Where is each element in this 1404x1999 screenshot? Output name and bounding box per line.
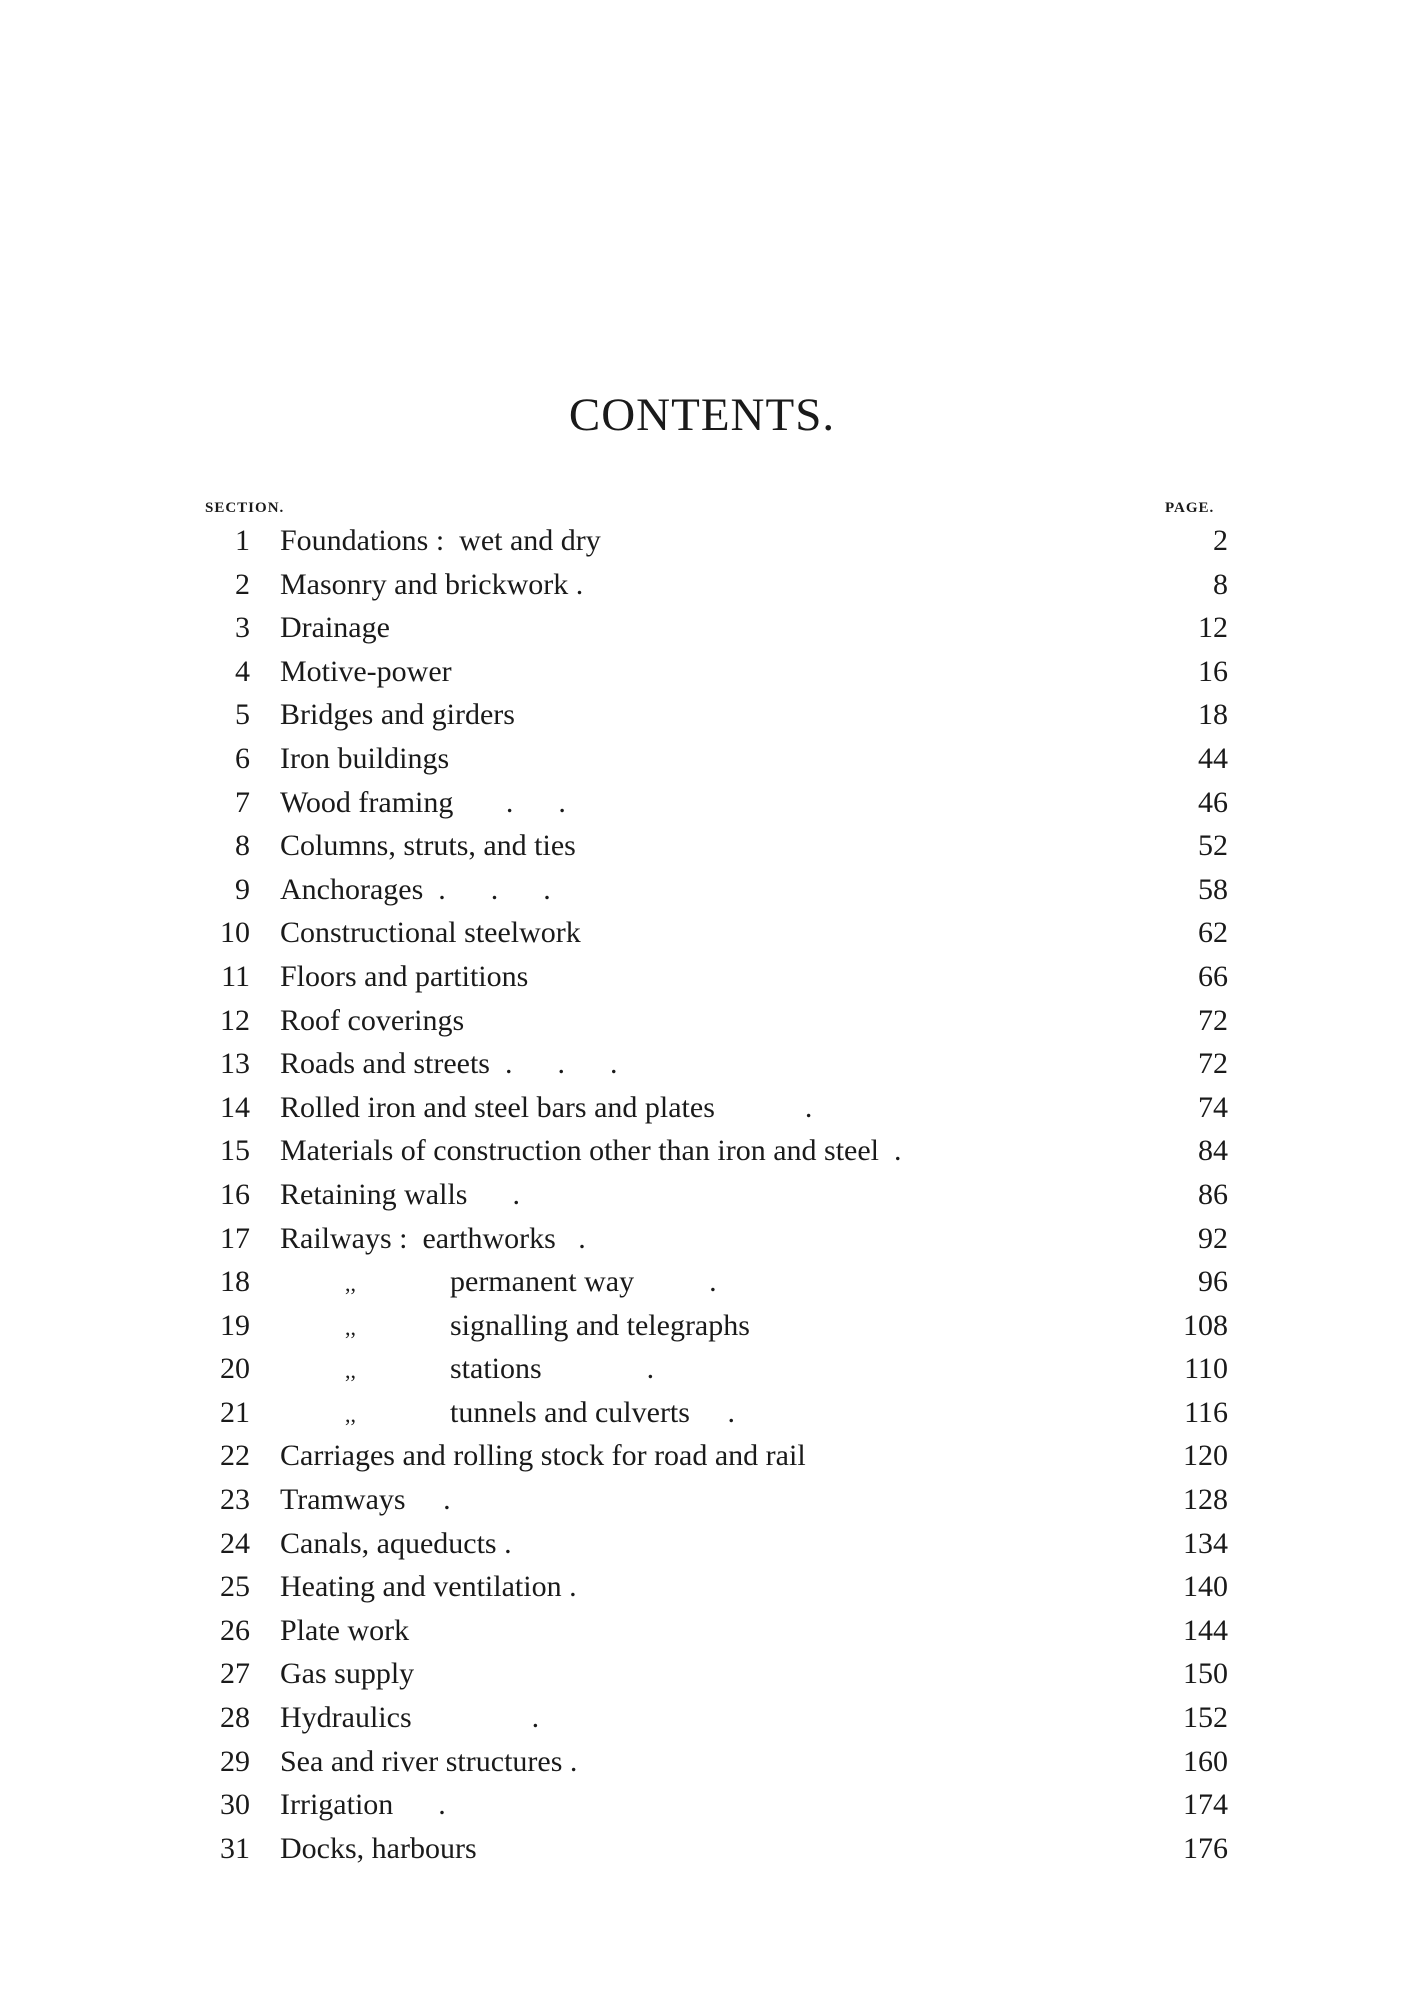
- toc-entry: [200, 562, 1240, 606]
- section-title: Foundations : wet and dry: [280, 524, 601, 557]
- section-number: 17: [220, 1221, 250, 1255]
- toc-entry: [200, 1826, 1240, 1870]
- page-number: 152: [1183, 1701, 1228, 1735]
- section-title: Floors and partitions: [280, 959, 529, 993]
- toc-entry: [200, 1085, 1240, 1129]
- section-number: 20: [220, 1352, 250, 1386]
- section-title: Bridges and girders: [280, 698, 515, 732]
- section-title: Irrigation .: [280, 1788, 446, 1822]
- toc-entry: [200, 780, 1240, 824]
- page-number: 140: [1183, 1570, 1228, 1604]
- section-number: 6: [235, 741, 250, 775]
- toc-entry: [200, 736, 1240, 780]
- toc-entry: [200, 1390, 1240, 1434]
- section-title: [345, 1303, 750, 1351]
- section-title: Rolled iron and steel bars and plates .: [280, 1090, 813, 1124]
- section-number: 8: [235, 829, 250, 863]
- page-number: 144: [1183, 1613, 1228, 1647]
- section-title: Retaining walls .: [280, 1177, 520, 1211]
- page-number: 128: [1183, 1483, 1228, 1517]
- page-number: 84: [1198, 1134, 1228, 1168]
- toc-entry: [200, 1564, 1240, 1608]
- toc-entry: [200, 692, 1240, 736]
- page-number: 108: [1183, 1308, 1228, 1342]
- section-number: 28: [220, 1701, 250, 1735]
- section-number: 7: [235, 785, 250, 819]
- page-number: 2: [1213, 524, 1228, 557]
- section-title: Docks, harbours: [280, 1831, 477, 1865]
- section-number: 18: [220, 1265, 250, 1299]
- section-title: Carriages and rolling stock for road and rail: [280, 1439, 806, 1473]
- section-number: 13: [220, 1047, 250, 1081]
- toc-entry: [200, 1521, 1240, 1565]
- section-number: 19: [220, 1308, 250, 1342]
- section-number: 4: [235, 654, 250, 688]
- toc-entry: [200, 1346, 1240, 1390]
- section-number: 16: [220, 1177, 250, 1211]
- page-number: 62: [1198, 916, 1228, 950]
- page-column-header: PAGE.: [1165, 500, 1215, 516]
- toc-entry: [200, 1782, 1240, 1826]
- page-number: 12: [1198, 611, 1228, 645]
- page-number: 96: [1198, 1265, 1228, 1299]
- page-number: 58: [1198, 872, 1228, 906]
- page-number: 72: [1198, 1003, 1228, 1037]
- page-number: 120: [1183, 1439, 1228, 1473]
- page-number: 8: [1213, 567, 1228, 601]
- toc-entry: [200, 1041, 1240, 1085]
- section-subtitle: tunnels and culverts .: [450, 1395, 735, 1429]
- section-title: Gas supply: [280, 1657, 415, 1691]
- page-title: CONTENTS.: [568, 389, 836, 441]
- toc-entry: [200, 998, 1240, 1042]
- toc-entry: [200, 1216, 1240, 1260]
- section-number: 12: [220, 1003, 250, 1037]
- page-number: 52: [1198, 829, 1228, 863]
- toc-entry: [200, 1608, 1240, 1652]
- page-number: 86: [1198, 1177, 1228, 1211]
- section-number: 5: [235, 698, 250, 732]
- section-title: Constructional steelwork: [280, 916, 581, 950]
- section-title: Sea and river structures .: [280, 1744, 578, 1778]
- section-number: 25: [220, 1570, 250, 1604]
- section-number: 30: [220, 1788, 250, 1822]
- section-title: [345, 1390, 735, 1438]
- toc-entry: [200, 1695, 1240, 1739]
- page-number: 66: [1198, 959, 1228, 993]
- section-title: Iron buildings: [280, 741, 450, 775]
- table-of-contents: [200, 518, 1240, 1869]
- page-number: 174: [1183, 1788, 1228, 1822]
- page-number: 92: [1198, 1221, 1228, 1255]
- section-title: Roof coverings: [280, 1003, 465, 1037]
- section-number: 10: [220, 916, 250, 950]
- section-title: Masonry and brickwork .: [280, 567, 584, 601]
- section-number: 11: [221, 959, 250, 993]
- section-title: Drainage: [280, 611, 390, 645]
- section-title: Columns, struts, and ties: [280, 829, 576, 863]
- toc-entry: [200, 1477, 1240, 1521]
- ditto-mark: ,,: [345, 1271, 356, 1297]
- section-number: 24: [220, 1526, 250, 1560]
- page-number: 150: [1183, 1657, 1228, 1691]
- section-title: Wood framing . .: [280, 785, 566, 819]
- section-number: 1: [235, 524, 250, 557]
- section-number: 15: [220, 1134, 250, 1168]
- toc-entry: [200, 649, 1240, 693]
- toc-entry: [200, 1651, 1240, 1695]
- section-number: 9: [235, 872, 250, 906]
- page-number: 176: [1183, 1831, 1228, 1865]
- section-number: 14: [220, 1090, 250, 1124]
- section-title: Hydraulics .: [280, 1701, 540, 1735]
- section-number: 2: [235, 567, 250, 601]
- section-subtitle: stations .: [450, 1352, 655, 1386]
- page-number: 110: [1184, 1352, 1228, 1386]
- toc-entry: [200, 910, 1240, 954]
- section-title: Plate work: [280, 1613, 410, 1647]
- section-title: Heating and ventilation .: [280, 1570, 577, 1604]
- section-title: Anchorages . . .: [280, 872, 551, 906]
- page-number: 18: [1198, 698, 1228, 732]
- page-number: 74: [1198, 1090, 1228, 1124]
- section-number: 27: [220, 1657, 250, 1691]
- toc-entry: [200, 1172, 1240, 1216]
- section-title: [345, 1346, 654, 1394]
- page-number: 134: [1183, 1526, 1228, 1560]
- page-number: 72: [1198, 1047, 1228, 1081]
- section-title: Motive-power: [280, 654, 452, 688]
- page-number: 160: [1183, 1744, 1228, 1778]
- section-number: 22: [220, 1439, 250, 1473]
- ditto-mark: ,,: [345, 1401, 356, 1427]
- ditto-mark: ,,: [345, 1314, 356, 1340]
- section-title: Railways : earthworks .: [280, 1221, 586, 1255]
- section-column-header: SECTION.: [205, 500, 285, 516]
- section-title: Canals, aqueducts .: [280, 1526, 512, 1560]
- section-number: 21: [220, 1395, 250, 1429]
- section-number: 3: [235, 611, 250, 645]
- section-title: [345, 1259, 717, 1307]
- page-number: 116: [1184, 1395, 1228, 1429]
- section-number: 23: [220, 1483, 250, 1517]
- section-title: Roads and streets . . .: [280, 1047, 618, 1081]
- toc-entry: [200, 867, 1240, 911]
- toc-entry: [200, 1433, 1240, 1477]
- section-number: 31: [220, 1831, 250, 1865]
- section-title: Materials of construction other than iron and steel .: [280, 1134, 902, 1168]
- page-number: 16: [1198, 654, 1228, 688]
- toc-entry: [200, 518, 1240, 562]
- section-title: Tramways .: [280, 1483, 451, 1517]
- toc-entry: [200, 1259, 1240, 1303]
- page-number: 44: [1198, 741, 1228, 775]
- section-subtitle: signalling and telegraphs: [450, 1308, 750, 1342]
- toc-entry: [200, 1303, 1240, 1347]
- section-number: 26: [220, 1613, 250, 1647]
- ditto-mark: ,,: [345, 1358, 356, 1384]
- toc-entry: [200, 1739, 1240, 1783]
- toc-entry: [200, 605, 1240, 649]
- toc-entry: [200, 823, 1240, 867]
- toc-entry: [200, 954, 1240, 998]
- section-subtitle: permanent way .: [450, 1265, 717, 1299]
- toc-entry: [200, 1128, 1240, 1172]
- section-number: 29: [220, 1744, 250, 1778]
- page-number: 46: [1198, 785, 1228, 819]
